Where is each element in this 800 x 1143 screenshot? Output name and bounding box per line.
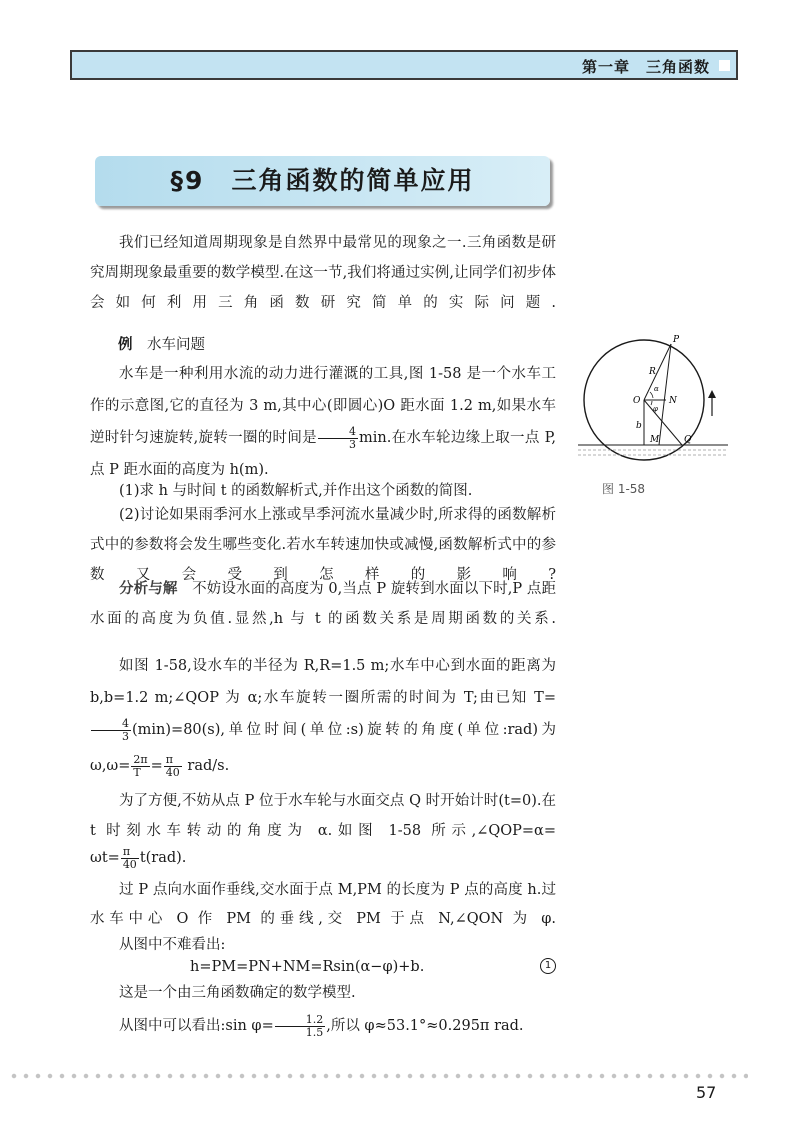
problem-statement bbox=[90, 358, 556, 486]
example-label: 例 bbox=[118, 337, 133, 353]
omega-text: ω,ω= bbox=[90, 758, 131, 774]
label-b: b bbox=[636, 421, 642, 431]
fraction-denominator: 40 bbox=[122, 857, 137, 871]
fraction-denominator: T bbox=[133, 765, 141, 779]
chapter-header-bar bbox=[70, 50, 738, 80]
fraction-denominator: 40 bbox=[165, 765, 180, 779]
label-q: Q bbox=[684, 435, 692, 445]
analysis-text-1: 不妨设水面的高度为 0,当点 P 旋转到水面以下时,P 点距水面的高度为负值.显然,h 与 t 的函数关系是周期函数的关系. bbox=[90, 581, 556, 627]
fraction-denominator: 3 bbox=[122, 729, 129, 743]
problem-text-a: 水车是一种利用水流的动力进行灌溉的工具,图 1-58 是一个水车工作的示意图,它的直径为 3 m,其中心(即圆心)O 距水面 1.2 m,如果水车逆时针匀速旋转,旋转一圈的时间是 bbox=[90, 366, 556, 446]
chapter-title: 第一章 三角函数 bbox=[581, 58, 710, 76]
fraction-denominator: 3 bbox=[348, 437, 356, 451]
label-r: R bbox=[649, 367, 656, 377]
label-phi: φ bbox=[653, 405, 658, 413]
fraction-denominator: 1.5 bbox=[305, 1025, 324, 1039]
page-number: 57 bbox=[696, 1083, 717, 1102]
analysis-paragraph-3: 为了方便,不妨从点 P 位于水车轮与水面交点 Q 时开始计时(t=0).在 t 时刻水车转动的角度为 α.如图 1-58 所示,∠QOP=α= bbox=[90, 793, 556, 839]
analysis-paragraph-1 bbox=[90, 574, 556, 634]
equation-1: h=PM=PN+NM=Rsin(α−φ)+b. bbox=[190, 959, 425, 975]
omega-line bbox=[90, 750, 556, 782]
analysis-text-2a: 如图 1-58,设水车的半径为 R,R=1.5 m;水车中心到水面的距离为 b,b=1.2 m;∠QOP 为 α;水车旋转一圈所需的时间为 T;由已知 T= bbox=[90, 658, 556, 706]
example-heading bbox=[118, 330, 318, 360]
fraction-numerator: 4 bbox=[318, 426, 358, 439]
analysis-paragraph-5: 从图中不难看出: bbox=[119, 937, 226, 953]
sin-phi-text: 从图中可以看出:sin φ= bbox=[119, 1018, 274, 1034]
problem-text-b: min.在水车轮边缘上取一点 P,点 P 距水面的高度为 h(m). bbox=[90, 430, 557, 478]
header-square-decoration bbox=[719, 60, 730, 71]
footer-dotted-line bbox=[8, 1073, 748, 1079]
analysis-label: 分析与解 bbox=[119, 581, 178, 597]
waterwheel-figure bbox=[578, 332, 728, 472]
label-m: M bbox=[650, 435, 660, 445]
omega-unit: rad/s. bbox=[187, 758, 230, 774]
intro-paragraph: 我们已经知道周期现象是自然界中最常见的现象之一.三角函数是研究周期现象最重要的数学模型.在这一节,我们将通过实例,让同学们初步体会如何利用三角函数研究简单的实际问题. bbox=[90, 235, 556, 311]
question-1: (1)求 h 与时间 t 的函数解析式,并作出这个函数的简图. bbox=[119, 483, 473, 499]
phi-arc bbox=[651, 401, 652, 405]
fraction-4-3 bbox=[318, 426, 358, 451]
fraction-numerator: π bbox=[121, 846, 139, 859]
fraction-4-3 bbox=[91, 718, 131, 743]
example-name: 水车问题 bbox=[147, 337, 205, 353]
question-2: (2)讨论如果雨季河水上涨或旱季河流水量减少时,所求得的函数解析式中的参数将会发生哪些变化.若水车转速加快或减慢,函数解析式中的参数又会受到怎样的影响? bbox=[90, 507, 556, 583]
fraction-pi-40 bbox=[121, 846, 139, 871]
fraction-numerator: π bbox=[164, 754, 182, 767]
analysis-paragraph-6: 这是一个由三角函数确定的数学模型. bbox=[119, 985, 356, 1001]
equals-sign: = bbox=[150, 758, 163, 774]
label-o: O bbox=[633, 396, 641, 406]
figure-caption: 图 1-58 bbox=[602, 482, 646, 496]
alpha-text: ωt= bbox=[90, 850, 120, 866]
section-title: §9 三角函数的简单应用 bbox=[170, 166, 475, 195]
analysis-text-2b: (min)=80(s),单位时间(单位:s)旋转的角度(单位:rad)为 bbox=[132, 722, 556, 738]
alpha-unit: t(rad). bbox=[139, 850, 187, 866]
fraction-numerator: 2π bbox=[133, 752, 148, 766]
fraction-1.2-1.5 bbox=[275, 1014, 326, 1039]
fraction-pi-40 bbox=[164, 754, 182, 779]
fraction-numerator: 4 bbox=[91, 718, 131, 731]
rotation-arrow-icon bbox=[708, 390, 716, 398]
alpha-arc bbox=[650, 392, 653, 398]
analysis-paragraph-4: 过 P 点向水面作垂线,交水面于点 M,PM 的长度为 P 点的高度 h.过水车中心 O 作 PM 的垂线,交 PM 于点 N,∠QON 为 φ. bbox=[90, 882, 556, 927]
label-n: N bbox=[669, 396, 677, 406]
analysis-paragraph-7 bbox=[90, 1010, 556, 1042]
label-alpha: α bbox=[654, 385, 659, 393]
fraction-2pi-T bbox=[131, 754, 149, 779]
alpha-line bbox=[90, 842, 556, 874]
phi-result-text: ,所以 φ≈53.1°≈0.295π rad. bbox=[326, 1018, 524, 1034]
section-title-box bbox=[95, 156, 550, 206]
label-p: P bbox=[673, 335, 680, 345]
fraction-numerator: 1.2 bbox=[275, 1014, 326, 1027]
equation-number: 1 bbox=[540, 958, 556, 974]
analysis-paragraph-2 bbox=[90, 650, 556, 746]
